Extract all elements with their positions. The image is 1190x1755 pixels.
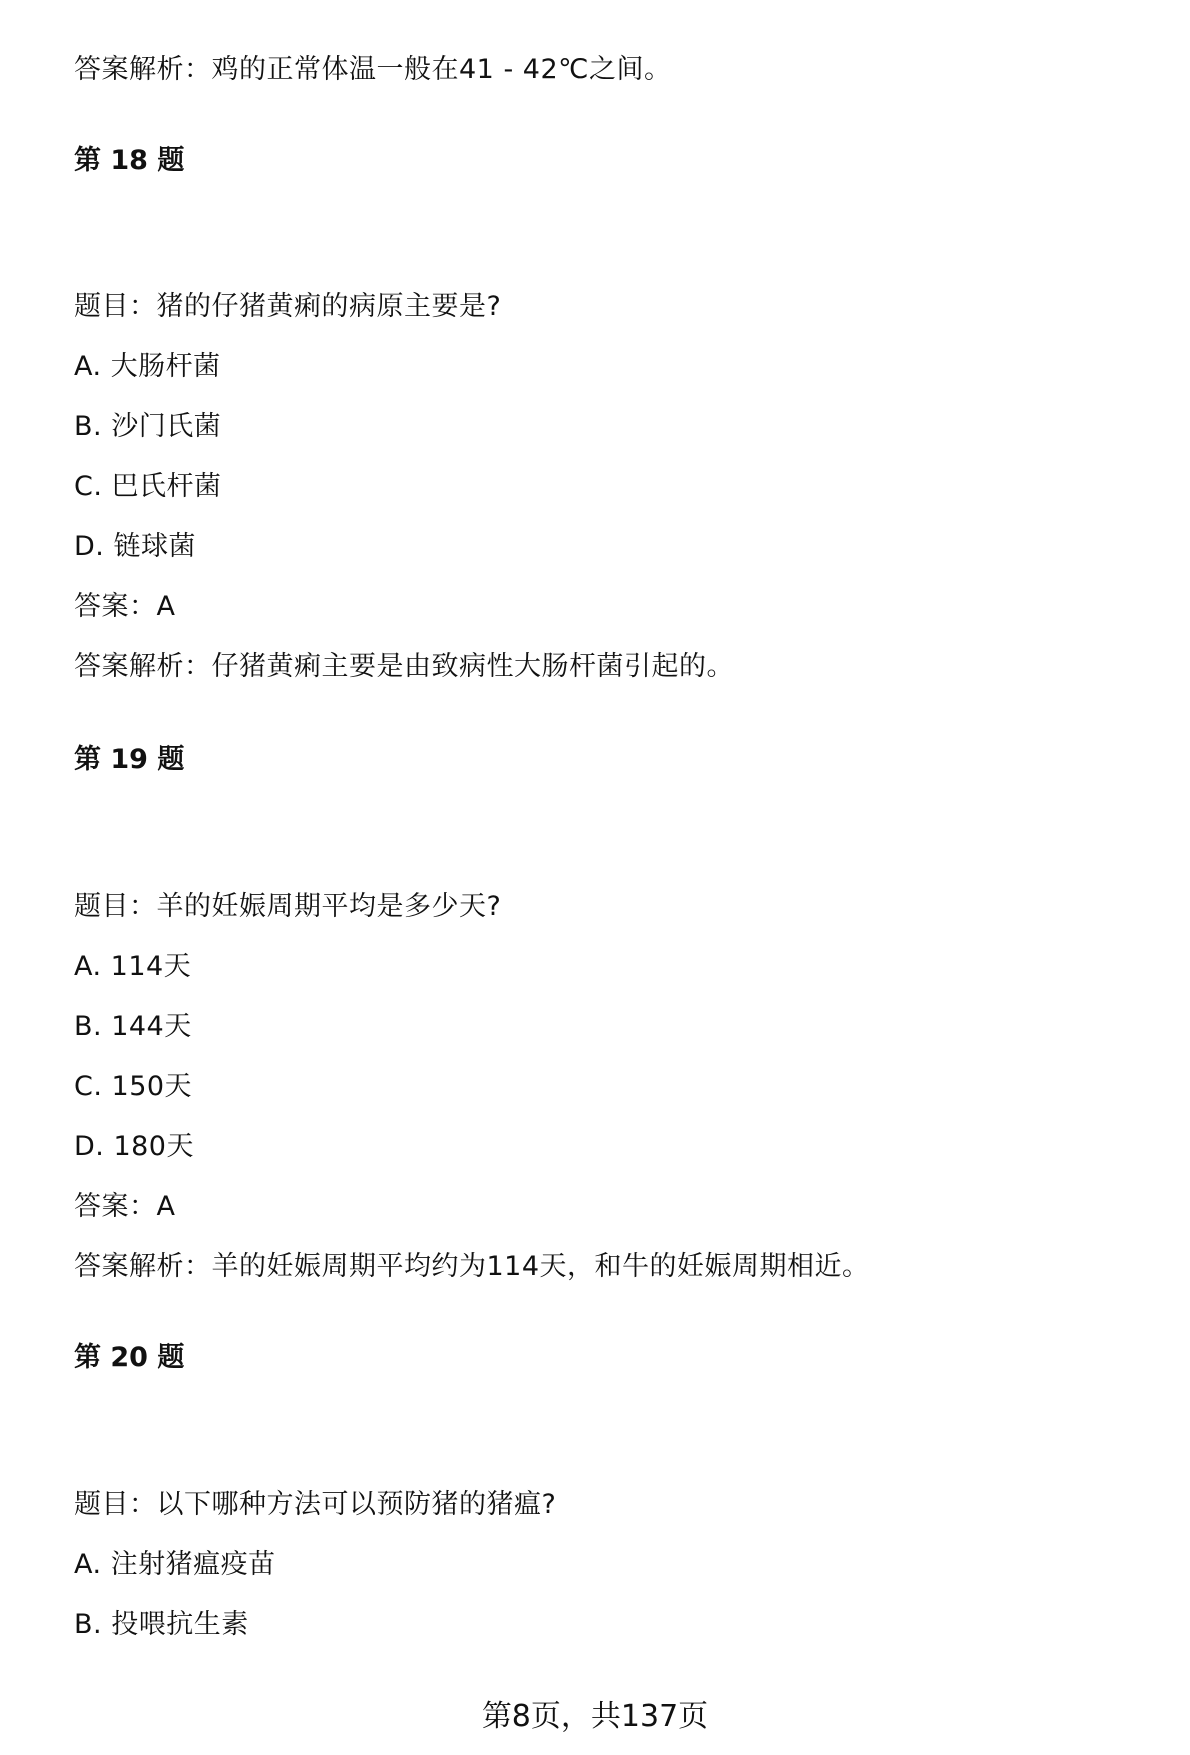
page-indicator: 第8页，共137页 bbox=[481, 1699, 709, 1734]
prev-question-analysis: 答案解析：鸡的正常体温一般在41 - 42℃之间。 bbox=[74, 54, 672, 85]
option-c: C. 巴氏杆菌 bbox=[74, 471, 222, 502]
option-d: D. 链球菌 bbox=[74, 531, 196, 562]
option-a: A. 大肠杆菌 bbox=[74, 351, 221, 382]
option-a: A. 注射猪瘟疫苗 bbox=[74, 1549, 276, 1580]
answer-analysis: 答案解析：羊的妊娠周期平均约为114天，和牛的妊娠周期相近。 bbox=[74, 1251, 870, 1282]
question-heading: 第 19 题 bbox=[74, 744, 185, 775]
option-a: A. 114天 bbox=[74, 951, 192, 982]
answer-line: 答案：A bbox=[74, 1191, 176, 1222]
option-d: D. 180天 bbox=[74, 1131, 194, 1162]
question-stem: 题目：羊的妊娠周期平均是多少天? bbox=[74, 891, 502, 922]
question-heading: 第 18 题 bbox=[74, 145, 185, 176]
question-stem: 题目：以下哪种方法可以预防猪的猪瘟? bbox=[74, 1489, 557, 1520]
option-b: B. 投喂抗生素 bbox=[74, 1609, 249, 1640]
question-stem: 题目：猪的仔猪黄痢的病原主要是? bbox=[74, 291, 502, 322]
option-b: B. 沙门氏菌 bbox=[74, 411, 222, 442]
option-b: B. 144天 bbox=[74, 1011, 192, 1042]
option-c: C. 150天 bbox=[74, 1071, 193, 1102]
answer-analysis: 答案解析：仔猪黄痢主要是由致病性大肠杆菌引起的。 bbox=[74, 651, 734, 682]
answer-line: 答案：A bbox=[74, 591, 176, 622]
question-heading: 第 20 题 bbox=[74, 1342, 185, 1373]
